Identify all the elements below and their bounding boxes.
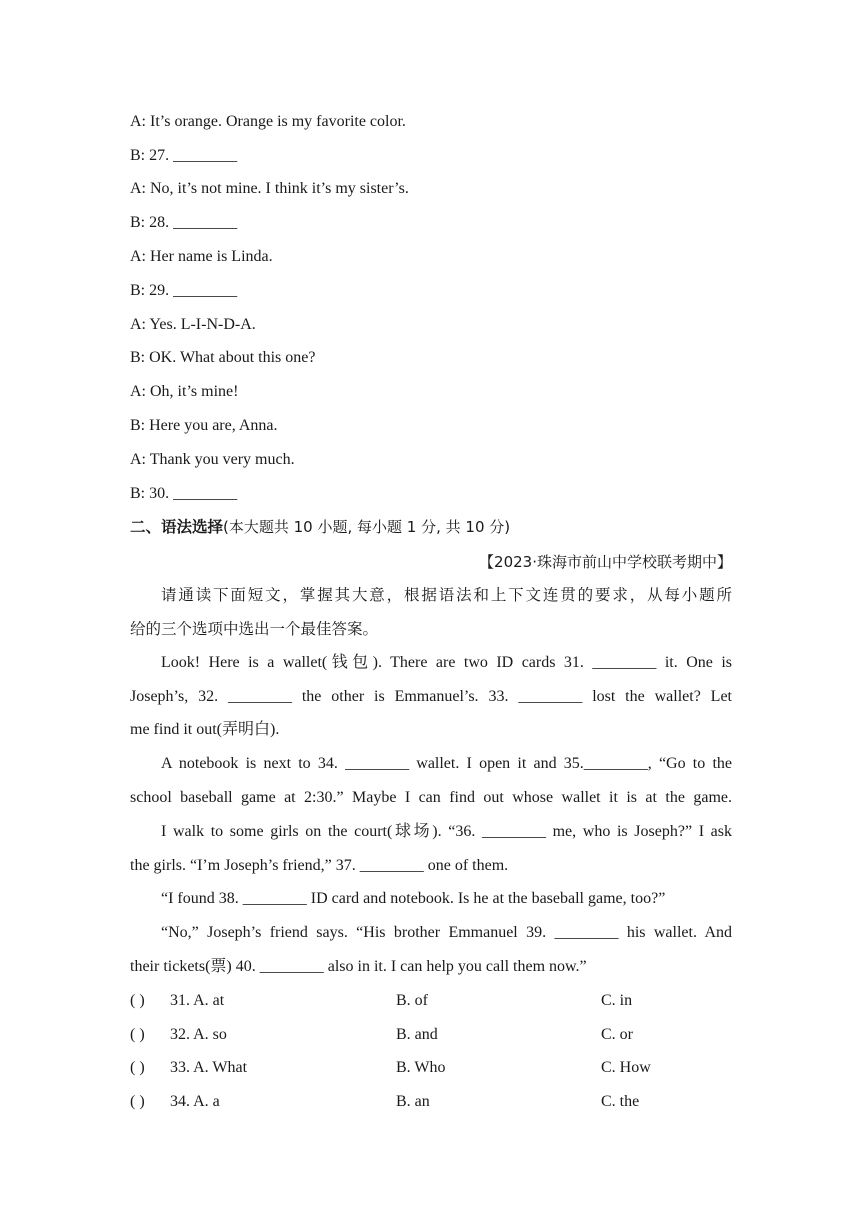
option-a: 33. A. What <box>170 1059 248 1076</box>
dialogue-line: B: 29. ________ <box>130 282 238 299</box>
passage-line: Look! Here is a wallet(钱包). There are two ID cards 31. ________ it. One is <box>161 654 732 671</box>
option-c: C. or <box>601 1026 633 1043</box>
option-c: C. How <box>601 1059 651 1076</box>
dialogue-line: A: Thank you very much. <box>130 451 295 468</box>
instruction-line-2: 给的三个选项中选出一个最佳答案。 <box>130 620 379 638</box>
option-row <box>130 991 732 1011</box>
question-source: 【2023·珠海市前山中学校联考期中】 <box>479 553 732 571</box>
option-a: 32. A. so <box>170 1026 227 1043</box>
passage-line: Joseph’s, 32. ________ the other is Emmanuel’s. 33. ________ lost the wallet? Let <box>130 688 732 705</box>
option-row <box>130 1092 732 1112</box>
passage-line: their tickets(票) 40. ________ also in it. I can help you call them now.” <box>130 958 587 975</box>
dialogue-line: B: OK. What about this one? <box>130 349 316 366</box>
passage-line: A notebook is next to 34. ________ wallet. I open it and 35.________, “Go to the <box>161 755 732 772</box>
option-b: B. an <box>396 1093 430 1110</box>
section-info: (本大题共 10 小题, 每小题 1 分, 共 10 分) <box>223 518 511 536</box>
section-title: 二、语法选择 <box>130 518 224 536</box>
dialogue-line: B: 27. ________ <box>130 147 238 164</box>
option-c: C. in <box>601 992 633 1009</box>
option-b: B. Who <box>396 1059 446 1076</box>
passage-line: school baseball game at 2:30.” Maybe I can find out whose wallet it is at the game. <box>130 789 732 806</box>
section-heading <box>130 517 510 537</box>
dialogue-line: A: No, it’s not mine. I think it’s my sister’s. <box>130 180 409 197</box>
answer-blank: ( ) <box>130 1026 145 1043</box>
dialogue-line: A: Her name is Linda. <box>130 248 273 265</box>
option-a: 34. A. a <box>170 1093 220 1110</box>
answer-blank: ( ) <box>130 992 145 1009</box>
dialogue-line: B: 30. ________ <box>130 485 238 502</box>
answer-blank: ( ) <box>130 1059 145 1076</box>
dialogue-line: A: Oh, it’s mine! <box>130 383 239 400</box>
passage-line: I walk to some girls on the court(球场). “36. ________ me, who is Joseph?” I ask <box>161 823 732 840</box>
dialogue-line: B: 28. ________ <box>130 214 238 231</box>
dialogue-line: A: Yes. L-I-N-D-A. <box>130 316 256 333</box>
passage-line: the girls. “I’m Joseph’s friend,” 37. ________ one of them. <box>130 857 509 874</box>
option-row <box>130 1025 732 1045</box>
passage-line: “I found 38. ________ ID card and notebook. Is he at the baseball game, too?” <box>161 890 666 907</box>
passage-line: me find it out(弄明白). <box>130 721 280 738</box>
option-b: B. and <box>396 1026 438 1043</box>
option-c: C. the <box>601 1093 640 1110</box>
option-row <box>130 1058 732 1078</box>
dialogue-line: A: It’s orange. Orange is my favorite color. <box>130 113 406 130</box>
option-b: B. of <box>396 992 428 1009</box>
dialogue-line: B: Here you are, Anna. <box>130 417 278 434</box>
instruction-line-1: 请通读下面短文，掌握其大意，根据语法和上下文连贯的要求，从每小题所 <box>161 586 732 604</box>
option-a: 31. A. at <box>170 992 225 1009</box>
answer-blank: ( ) <box>130 1093 145 1110</box>
passage-line: “No,” Joseph’s friend says. “His brother Emmanuel 39. ________ his wallet. And <box>161 924 732 941</box>
